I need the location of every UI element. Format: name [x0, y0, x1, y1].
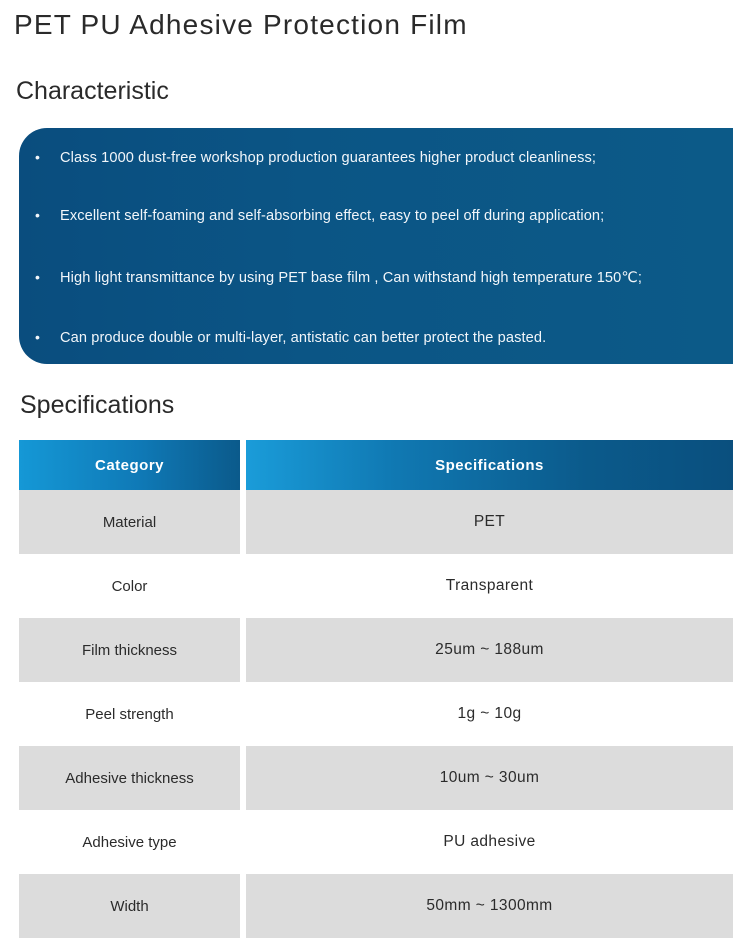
page-title: PET PU Adhesive Protection Film [14, 9, 468, 40]
characteristic-item [33, 269, 725, 286]
specifications-heading: Specifications [20, 391, 175, 419]
bullet-point: • [35, 149, 41, 165]
table-row [19, 682, 733, 746]
category-cell: Width [19, 874, 240, 938]
table-row [19, 618, 733, 682]
category-cell: Color [111, 577, 148, 595]
value-cell: 50mm ~ 1300mm [246, 874, 733, 938]
value-cell: 25um ~ 188um [246, 618, 733, 682]
characteristic-heading: Characteristic [16, 77, 169, 105]
characteristic-item-text: Excellent self-foaming and self-absorbing effect, easy to peel off during application; [60, 208, 605, 224]
table-row [19, 490, 733, 554]
table-row [19, 554, 733, 618]
characteristic-item [33, 329, 725, 346]
value-cell: 10um ~ 30um [246, 746, 733, 810]
characteristic-item [33, 149, 725, 166]
category-cell: Peel strength [85, 705, 174, 723]
characteristic-item-text: Class 1000 dust-free workshop production guarantees higher product cleanliness; [60, 150, 597, 166]
category-cell: Film thickness [19, 618, 240, 682]
bullet-point: • [35, 329, 41, 345]
value-cell: 1g ~ 10g [457, 705, 522, 722]
value-cell: Transparent [445, 577, 534, 594]
bullet-point: • [35, 269, 41, 285]
category-cell: Adhesive type [82, 833, 177, 851]
table-row [19, 874, 733, 938]
bullet-point: • [35, 207, 41, 223]
value-cell: PU adhesive [443, 833, 536, 850]
characteristic-item-text: High light transmittance by using PET base film , Can withstand high temperature 150℃; [60, 270, 643, 286]
value-cell: PET [246, 490, 733, 554]
table-header [19, 440, 733, 490]
column-header-category: Category [19, 440, 240, 490]
characteristic-item-text: Can produce double or multi-layer, antistatic can better protect the pasted. [60, 330, 547, 346]
category-cell: Adhesive thickness [19, 746, 240, 810]
table-row [19, 810, 733, 874]
table-row [19, 746, 733, 810]
column-header-specifications: Specifications [246, 440, 733, 490]
category-cell: Material [19, 490, 240, 554]
characteristic-panel [19, 128, 733, 364]
characteristic-item [33, 207, 725, 224]
